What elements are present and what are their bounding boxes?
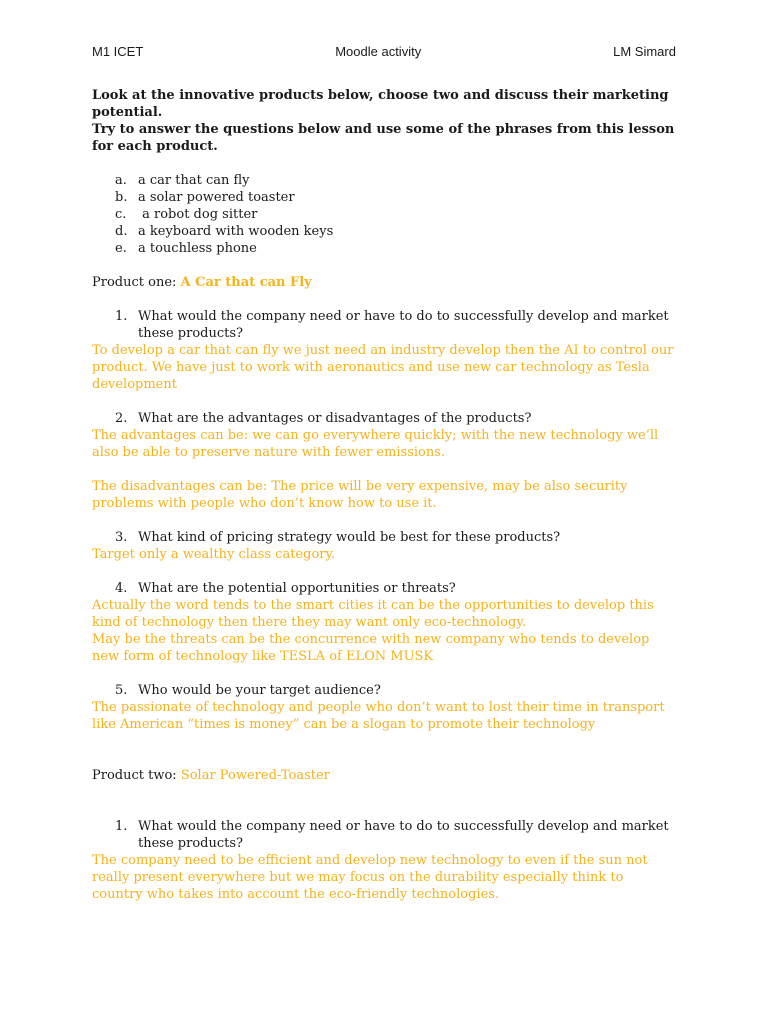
list-item: b. a solar powered toaster [115, 190, 295, 205]
answer-p2-1: The company need to be efficient and develop new technology to even if the sun not really present everywhere but we may focus on the durability especially think to country who takes into account the eco-friendly technologies. [92, 853, 648, 902]
page-header [92, 43, 676, 61]
answer-2a: The advantages can be: we can go everywhere quickly; with the new technology we’ll also be able to preserve nature with fewer emissions. [92, 428, 659, 460]
list-item: c. a robot dog sitter [115, 207, 258, 222]
product-two-name: Solar Powered-Toaster [180, 768, 330, 783]
product-one-name: A Car that can Fly [180, 275, 312, 290]
question-2: 2. What are the advantages or disadvantages of the products? [115, 411, 532, 426]
list-item: a. a car that can fly [115, 173, 250, 188]
answer-3: Target only a wealthy class category. [92, 547, 336, 562]
products-list [92, 172, 678, 257]
product-two-heading: Product two: Solar Powered-Toaster [92, 768, 330, 783]
product-one-heading: Product one: A Car that can Fly [92, 275, 312, 290]
header-center: Moodle activity [335, 44, 422, 59]
list-item: d. a keyboard with wooden keys [115, 224, 334, 239]
instruction-line-2: Try to answer the questions below and use some of the phrases from this lesson for each product. [92, 122, 675, 154]
answer-5: The passionate of technology and people who don’t want to lost their time in transport like American “times is money” can be a slogan to promote their technology [92, 700, 665, 732]
question-p2-1: 1. What would the company need or have to do to successfully develop and market these products? [115, 819, 669, 851]
list-item: e. a touchless phone [115, 241, 257, 256]
header-left: M1 ICET [92, 44, 144, 59]
question-3: 3. What kind of pricing strategy would be best for these products? [115, 530, 561, 545]
header-right: LM Simard [613, 44, 676, 59]
question-4: 4. What are the potential opportunities or threats? [115, 581, 456, 596]
question-1: 1. What would the company need or have to do to successfully develop and market these products? [115, 309, 669, 341]
question-5: 5. Who would be your target audience? [115, 683, 381, 698]
document-body [92, 87, 678, 903]
answer-2b: The disadvantages can be: The price will be very expensive, may be also security problems with people who don’t know how to use it. [92, 479, 628, 511]
answer-1: To develop a car that can fly we just need an industry develop then the AI to control our product. We have just to work with aeronautics and use new car technology as Tesla development [92, 343, 674, 392]
answer-4a: Actually the word tends to the smart cities it can be the opportunities to develop this kind of technology then there they may want only eco-technology. [92, 598, 654, 630]
instruction-line-1: Look at the innovative products below, choose two and discuss their marketing potential. [92, 88, 669, 120]
answer-4b: May be the threats can be the concurrence with new company who tends to develop new form of technology like TESLA of ELON MUSK [92, 632, 650, 664]
